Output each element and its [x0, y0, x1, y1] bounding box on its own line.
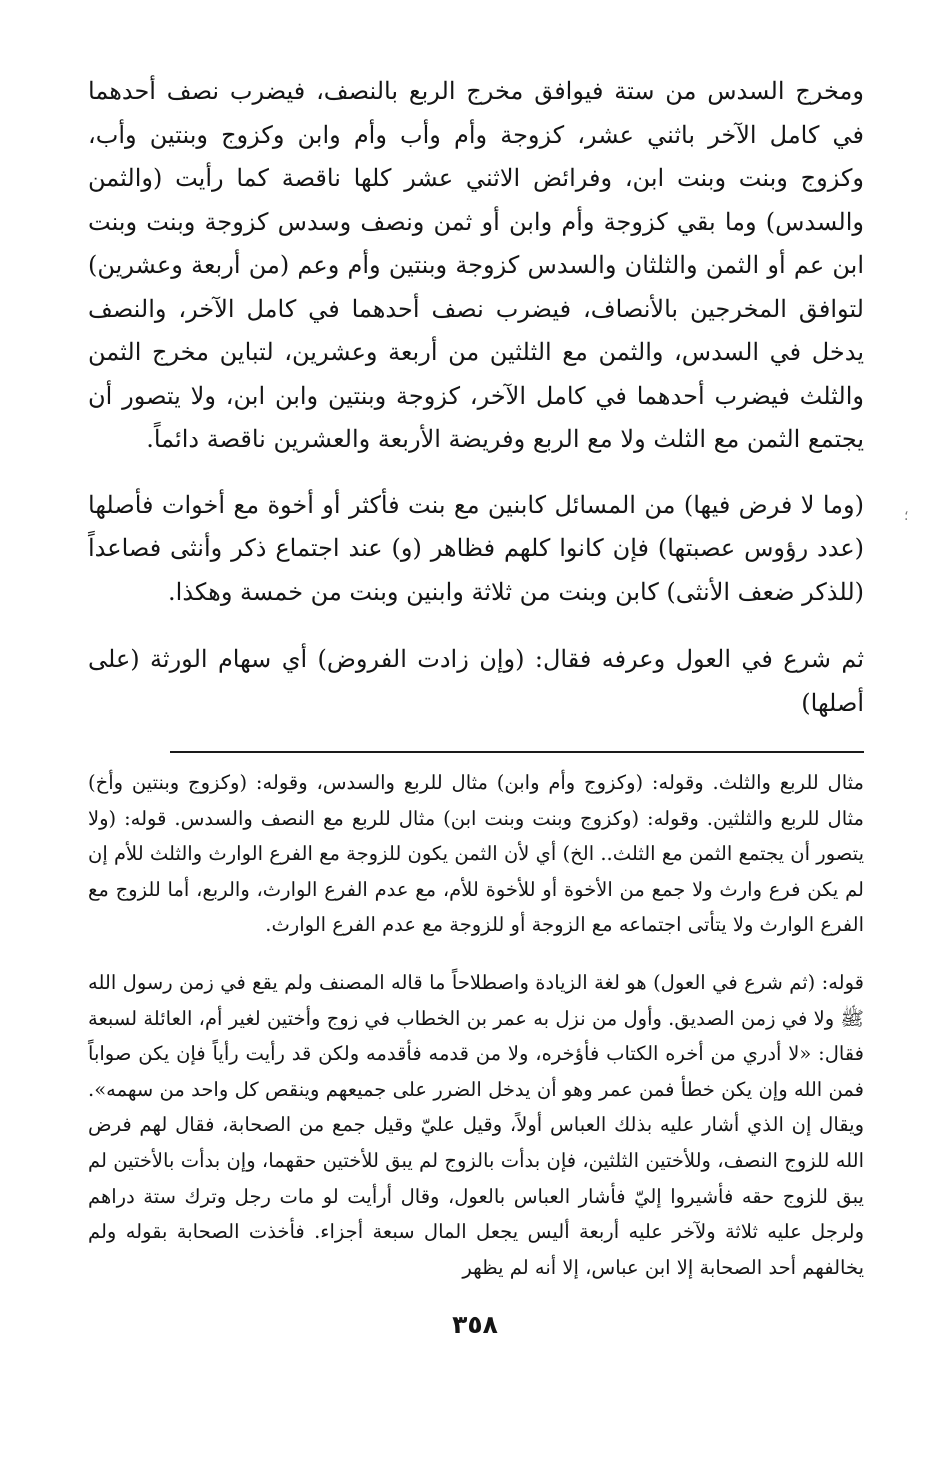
- page-body: [88, 70, 864, 1285]
- main-paragraph: (وما لا فرض فيها) من المسائل كابنين مع بنت فأكثر أو أخوة مع أخوات فأصلها (عدد رؤوس عصبتها) فإن كانوا كلهم فظاهر (و) عند اجتماع ذكر وأنثى فصاعداً (للذكر ضعف الأنثى) كابن وبنت من ثلاثة وابنين وبنت من خمسة وهكذا.: [88, 490, 864, 606]
- page-number: ٣٥٨: [452, 1310, 498, 1339]
- footnote-separator: [170, 751, 864, 753]
- main-paragraph: ثم شرع في العول وعرفه فقال: (وإن زادت الفروض) أي سهام الورثة (على أصلها): [88, 645, 864, 717]
- main-paragraph: ومخرج السدس من ستة فيوافق مخرج الربع بالنصف، فيضرب نصف أحدهما في كامل الآخر باثني عشر، كزوجة وأم وأب وأم وابن وكزوج وبنتين وأب، وكزوج وبنت وبنت ابن، وفرائض الاثني عشر كلها ناقصة كما رأيت (والثمن والسدس) وما بقي كزوجة وأم وابن أو ثمن ونصف وسدس كزوجة وبنت وبنت ابن عم أو الثمن والثلثان والسدس كزوجة وبنتين وأم وعم (من أربعة وعشرين) لتوافق المخرجين بالأنصاف، فيضرب نصف أحدهما في كامل الآخر، والنصف يدخل في السدس، والثمن مع الثلثين من أربعة وعشرين، لتباين مخرج الثمن والثلث فيضرب أحدهما في كامل الآخر، كزوجة وبنتين وابن ابن، ولا يتصور أن يجتمع الثمن مع الثلث ولا مع الربع وفريضة الأربعة والعشرين ناقصة دائماً.: [88, 77, 864, 453]
- footnote-paragraph: قوله: (ثم شرع في العول) هو لغة الزيادة واصطلاحاً ما قاله المصنف ولم يقع في زمن رسول الله ﷺ ولا في زمن الصديق. وأول من نزل به عمر بن الخطاب في زوج وأختين لغير أم، العائلة لسبعة فقال: «لا أدري من أخره الكتاب فأؤخره، ولا من قدمه فأقدمه ولكن قد رأيت رأياً فإن يكن صواباً فمن الله وإن يكن خطأ فمن عمر وهو أن يدخل الضرر على جميعهم وينقص كل واحد من سهمه». ويقال إن الذي أشار عليه بذلك العباس أولاً، وقيل عليّ وقيل جمع من الصحابة، فقال لهم فرض الله للزوج النصف، وللأختين الثلثين، فإن بدأت بالزوج لم يبق للأختين حقهما، وإن بدأت بالأختين لم يبق للزوج حقه فأشيروا إليّ فأشار العباس بالعول، وقال أرأيت لو مات رجل وترك ستة دراهم ولرجل عليه ثلاثة ولآخر عليه أربعة أليس يجعل المال سبعة أجزاء. فأخذت الصحابة بقوله ولم يخالفهم أحد الصحابة إلا ابن عباس، إلا أنه لم يظهر: [88, 970, 864, 1279]
- margin-mark: ؛: [904, 508, 909, 524]
- footnote-paragraph: مثال للربع والثلث. وقوله: (وكزوج وأم وابن) مثال للربع والسدس، وقوله: (وكزوج وبنتين وأخ) مثال للربع والثلثين. وقوله: (وكزوج وبنت وبنت ابن) مثال للربع مع النصف والسدس. قوله: (ولا يتصور أن يجتمع الثمن مع الثلث.. الخ) أي لأن الثمن يكون للزوجة مع الفرع الوارث والثلث للأم إن لم يكن فرع وارث ولا جمع من الأخوة أو للأخوة للأم، مع عدم الفرع الوارث، والربع، أما للزوج مع الفرع الوارث ولا يتأتى اجتماعه مع الزوجة أو للزوجة مع عدم الفرع الوارث.: [88, 771, 864, 937]
